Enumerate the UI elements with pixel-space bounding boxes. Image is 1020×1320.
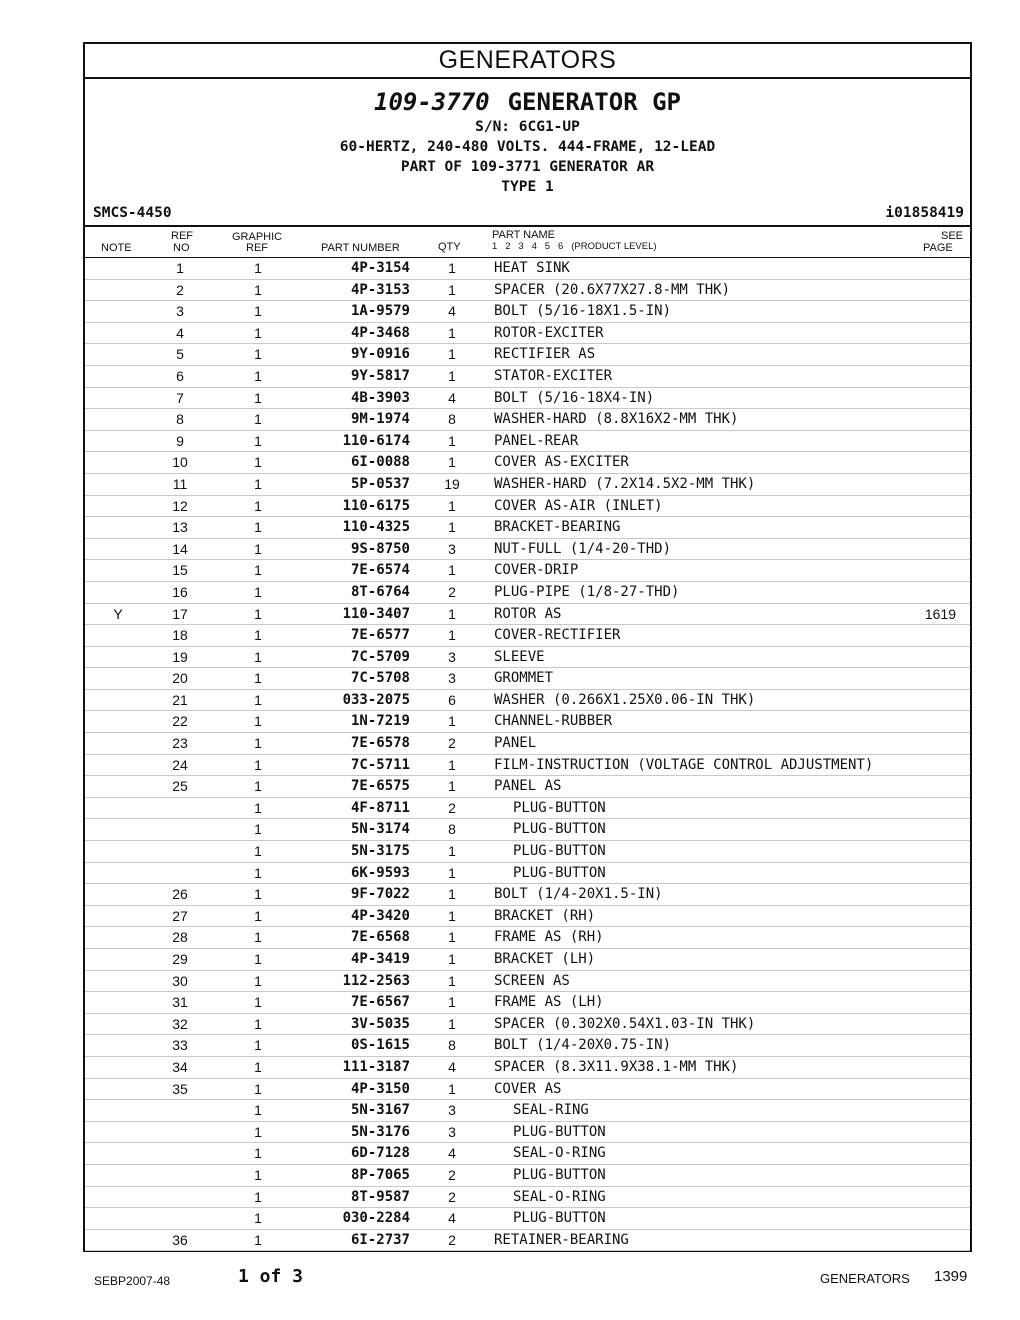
ref-no-cell: 19: [172, 648, 188, 665]
part-number-cell: 9Y-5817: [350, 367, 410, 384]
header-graphic-top: GRAPHIC: [232, 231, 283, 243]
graphic-ref-cell: 1: [254, 1015, 262, 1032]
ref-no-cell: 6: [176, 367, 184, 384]
footer-section: GENERATORS: [820, 1271, 910, 1286]
part-number-cell: 4P-3419: [350, 951, 410, 967]
qty-cell: 2: [448, 1166, 456, 1183]
qty-cell: 3: [448, 1123, 456, 1140]
ref-no-cell: 4: [176, 324, 184, 341]
ref-no-cell: 2: [176, 281, 184, 298]
part-name-cell: SEAL-O-RING: [513, 1188, 606, 1205]
graphic-ref-cell: 1: [254, 1188, 262, 1205]
table-row: [85, 258, 970, 280]
part-number-cell: 9Y-0916: [350, 346, 410, 363]
part-number-cell: 6D-7128: [350, 1145, 410, 1162]
part-number-cell: 9M-1974: [350, 411, 410, 428]
table-row: [85, 604, 970, 626]
table-row: [85, 431, 970, 453]
table-row: [85, 711, 970, 733]
part-number-cell: 7E-6578: [350, 735, 410, 752]
spec-line: 60-HERTZ, 240-480 VOLTS. 444-FRAME, 12-LEAD: [339, 139, 716, 155]
part-name-cell: COVER-DRIP: [494, 562, 579, 579]
graphic-ref-cell: 1: [254, 735, 262, 752]
graphic-ref-cell: 1: [254, 411, 262, 428]
qty-cell: 1: [448, 260, 456, 276]
graphic-ref-cell: 1: [254, 691, 262, 708]
ref-no-cell: 12: [172, 497, 188, 514]
part-number-cell: 7C-5711: [350, 756, 410, 773]
smcs-row: [85, 203, 970, 225]
part-name-cell: WASHER-HARD (8.8X16X2-MM THK): [494, 411, 739, 428]
graphic-ref-cell: 1: [254, 907, 262, 924]
part-number-cell: 110-4325: [342, 519, 410, 536]
part-name-cell: SEAL-O-RING: [513, 1145, 606, 1162]
part-number-cell: 5N-3167: [350, 1102, 410, 1119]
ref-no-cell: 21: [172, 691, 188, 708]
graphic-ref-cell: 1: [254, 475, 262, 492]
page-footer: [0, 1266, 1020, 1292]
graphic-ref-cell: 1: [254, 994, 262, 1011]
ref-no-cell: 22: [172, 713, 188, 730]
graphic-ref-cell: 1: [254, 627, 262, 644]
graphic-ref-cell: 1: [254, 389, 262, 406]
table-row: [85, 409, 970, 431]
part-number-cell: 6K-9593: [350, 864, 410, 881]
part-number-cell: 1N-7219: [350, 713, 410, 730]
part-name-cell: COVER AS-EXCITER: [494, 454, 629, 471]
graphic-ref-cell: 1: [254, 886, 262, 903]
table-row: [85, 1100, 970, 1122]
qty-cell: 1: [448, 281, 456, 298]
table-row: [85, 927, 970, 949]
ref-no-cell: 36: [172, 1231, 188, 1248]
parts-page-frame: [83, 42, 972, 1252]
qty-cell: 4: [448, 1058, 456, 1075]
qty-cell: 19: [444, 475, 460, 492]
part-number-cell: 7E-6575: [350, 778, 410, 795]
part-name-cell: BOLT (1/4-20X0.75-IN): [494, 1037, 672, 1054]
qty-cell: 1: [448, 497, 456, 514]
graphic-ref-cell: 1: [254, 799, 262, 816]
ref-no-cell: 30: [172, 972, 188, 989]
ref-no-cell: 34: [172, 1058, 188, 1075]
table-row: [85, 323, 970, 345]
qty-cell: 4: [448, 1210, 456, 1227]
ref-no-cell: 11: [172, 475, 188, 492]
table-row: [85, 776, 970, 798]
part-number-cell: 5N-3175: [350, 843, 410, 860]
graphic-ref-cell: 1: [254, 821, 262, 838]
part-number-cell: 111-3187: [342, 1058, 410, 1075]
ref-no-cell: 7: [176, 389, 184, 406]
qty-cell: 8: [448, 1037, 456, 1054]
graphic-ref-cell: 1: [254, 864, 262, 881]
qty-cell: 4: [448, 303, 456, 320]
graphic-ref-cell: 1: [254, 432, 262, 449]
table-row: [85, 301, 970, 323]
graphic-ref-cell: 1: [254, 519, 262, 536]
table-row: [85, 474, 970, 496]
title-block: [85, 87, 970, 197]
graphic-ref-cell: 1: [254, 1102, 262, 1119]
ref-no-cell: 1: [176, 260, 184, 276]
table-row: [85, 906, 970, 928]
table-row: [85, 560, 970, 582]
part-number-cell: 110-6174: [342, 432, 410, 449]
qty-cell: 6: [448, 691, 456, 708]
part-number-cell: 6I-2737: [350, 1231, 410, 1248]
part-of-line: PART OF 109-3771 GENERATOR AR: [400, 159, 655, 175]
part-number-cell: 7E-6574: [350, 562, 410, 579]
graphic-ref-cell: 1: [254, 1145, 262, 1162]
part-number-cell: 7E-6567: [350, 994, 410, 1011]
ref-no-cell: 25: [172, 778, 188, 795]
page-title: [85, 87, 970, 117]
qty-cell: 2: [448, 583, 456, 600]
part-name-cell: ROTOR-EXCITER: [494, 324, 604, 341]
ref-no-cell: 14: [172, 540, 188, 557]
part-number-cell: 4P-3153: [350, 281, 410, 298]
graphic-ref-cell: 1: [254, 713, 262, 730]
part-number-cell: 4P-3420: [350, 907, 410, 924]
part-number-cell: 9F-7022: [350, 886, 410, 903]
see-page-cell: 1619: [924, 605, 956, 622]
table-row: [85, 1208, 970, 1230]
title-part-number: 109-3770: [374, 88, 490, 116]
qty-cell: 3: [448, 648, 456, 665]
table-row: [85, 1187, 970, 1209]
ref-no-cell: 27: [172, 907, 188, 924]
part-number-cell: 1A-9579: [350, 303, 410, 320]
part-name-cell: FRAME AS (LH): [494, 994, 604, 1011]
table-row: [85, 971, 970, 993]
graphic-ref-cell: 1: [254, 648, 262, 665]
part-name-cell: PANEL-REAR: [494, 432, 579, 449]
qty-cell: 1: [448, 605, 456, 622]
table-row: [85, 841, 970, 863]
graphic-ref-cell: 1: [254, 1166, 262, 1183]
serial-number-line: S/N: 6CG1-UP: [475, 119, 580, 135]
table-header: [85, 225, 970, 258]
graphic-ref-cell: 1: [254, 324, 262, 341]
graphic-ref-cell: 1: [254, 346, 262, 363]
qty-cell: 2: [448, 735, 456, 752]
part-name-cell: PLUG-BUTTON: [513, 843, 606, 860]
part-number-cell: 4P-3150: [350, 1080, 410, 1097]
footer-page-of: 1 of 3: [238, 1266, 304, 1287]
qty-cell: 4: [448, 389, 456, 406]
qty-cell: 1: [448, 778, 456, 795]
part-name-cell: WASHER (0.266X1.25X0.06-IN THK): [494, 691, 756, 708]
graphic-ref-cell: 1: [254, 951, 262, 967]
ref-no-cell: 9: [176, 432, 184, 449]
table-row: [85, 863, 970, 885]
table-row: [85, 582, 970, 604]
qty-cell: 1: [448, 454, 456, 471]
qty-cell: 2: [448, 799, 456, 816]
qty-cell: 4: [448, 1145, 456, 1162]
table-row: [85, 388, 970, 410]
graphic-ref-cell: 1: [254, 1037, 262, 1054]
title-name: GENERATOR GP: [507, 88, 681, 116]
part-name-cell: STATOR-EXCITER: [494, 367, 613, 384]
ref-no-cell: 31: [172, 994, 188, 1011]
graphic-ref-cell: 1: [254, 1210, 262, 1227]
qty-cell: 1: [448, 1080, 456, 1097]
type-line: TYPE 1: [501, 179, 554, 195]
table-row: [85, 668, 970, 690]
graphic-ref-cell: 1: [254, 303, 262, 320]
qty-cell: 1: [448, 756, 456, 773]
part-number-cell: 0S-1615: [350, 1037, 410, 1054]
qty-cell: 3: [448, 540, 456, 557]
part-name-cell: ROTOR AS: [494, 605, 562, 622]
header-ref-bottom: NO: [173, 242, 190, 254]
part-number-cell: 4P-3154: [350, 260, 410, 276]
ref-no-cell: 23: [172, 735, 188, 752]
footer-page-number: 1399: [934, 1268, 968, 1285]
ref-no-cell: 32: [172, 1015, 188, 1032]
ref-no-cell: 8: [176, 411, 184, 428]
graphic-ref-cell: 1: [254, 1231, 262, 1248]
part-name-cell: BRACKET (RH): [494, 907, 596, 924]
qty-cell: 1: [448, 432, 456, 449]
illustration-id: i01858419: [885, 205, 964, 221]
graphic-ref-cell: 1: [254, 1123, 262, 1140]
qty-cell: 8: [448, 821, 456, 838]
part-name-cell: COVER AS-AIR (INLET): [494, 497, 663, 514]
part-number-cell: 5N-3176: [350, 1123, 410, 1140]
ref-no-cell: 15: [172, 562, 188, 579]
part-number-cell: 110-3407: [342, 605, 410, 622]
graphic-ref-cell: 1: [254, 756, 262, 773]
table-row: [85, 280, 970, 302]
table-row: [85, 1079, 970, 1101]
part-name-cell: PANEL: [494, 735, 537, 752]
header-ref-top: REF: [171, 230, 193, 242]
part-name-cell: BRACKET-BEARING: [494, 519, 621, 536]
part-name-cell: PLUG-BUTTON: [513, 799, 606, 816]
qty-cell: 1: [448, 627, 456, 644]
graphic-ref-cell: 1: [254, 843, 262, 860]
table-row: [85, 1057, 970, 1079]
table-row: [85, 755, 970, 777]
part-name-cell: PLUG-BUTTON: [513, 821, 606, 838]
graphic-ref-cell: 1: [254, 1058, 262, 1075]
parts-table-body: [85, 258, 970, 1251]
ref-no-cell: 17: [172, 605, 188, 622]
part-name-cell: PLUG-BUTTON: [513, 1123, 606, 1140]
part-number-cell: 030-2284: [342, 1210, 410, 1227]
graphic-ref-cell: 1: [254, 929, 262, 946]
qty-cell: 1: [448, 972, 456, 989]
header-product-level: 1 2 3 4 5 6 (PRODUCT LEVEL): [492, 241, 657, 252]
part-name-cell: PLUG-BUTTON: [513, 1166, 606, 1183]
ref-no-cell: 33: [172, 1037, 188, 1054]
part-number-cell: 6I-0088: [350, 454, 410, 471]
part-name-cell: PLUG-PIPE (1/8-27-THD): [494, 583, 680, 600]
part-number-cell: 9S-8750: [350, 540, 410, 557]
ref-no-cell: 20: [172, 670, 188, 687]
qty-cell: 1: [448, 1015, 456, 1032]
part-name-cell: SPACER (20.6X77X27.8-MM THK): [494, 281, 731, 298]
graphic-ref-cell: 1: [254, 605, 262, 622]
part-number-cell: 4B-3903: [350, 389, 410, 406]
part-name-cell: BOLT (1/4-20X1.5-IN): [494, 886, 663, 903]
qty-cell: 2: [448, 1231, 456, 1248]
qty-cell: 1: [448, 951, 456, 967]
part-name-cell: PLUG-BUTTON: [513, 864, 606, 881]
table-row: [85, 798, 970, 820]
qty-cell: 1: [448, 907, 456, 924]
qty-cell: 1: [448, 367, 456, 384]
table-row: [85, 884, 970, 906]
part-number-cell: 4P-3468: [350, 324, 410, 341]
part-number-cell: 5P-0537: [350, 475, 410, 492]
table-row: [85, 992, 970, 1014]
note-cell: Y: [113, 605, 123, 622]
part-number-cell: 4F-8711: [350, 799, 410, 816]
qty-cell: 1: [448, 713, 456, 730]
part-name-cell: WASHER-HARD (7.2X14.5X2-MM THK): [494, 475, 756, 492]
table-row: [85, 625, 970, 647]
qty-cell: 1: [448, 346, 456, 363]
graphic-ref-cell: 1: [254, 260, 262, 276]
qty-cell: 1: [448, 864, 456, 881]
table-row: [85, 1014, 970, 1036]
table-row: [85, 1122, 970, 1144]
qty-cell: 1: [448, 843, 456, 860]
part-name-cell: SEAL-RING: [513, 1102, 589, 1119]
part-name-cell: FILM-INSTRUCTION (VOLTAGE CONTROL ADJUSTMENT): [494, 756, 874, 773]
table-row: [85, 496, 970, 518]
header-see-bottom: PAGE: [923, 242, 953, 254]
table-row: [85, 733, 970, 755]
table-row: [85, 1143, 970, 1165]
part-name-cell: SPACER (8.3X11.9X38.1-MM THK): [494, 1058, 739, 1075]
part-name-cell: COVER-RECTIFIER: [494, 627, 621, 644]
ref-no-cell: 13: [172, 519, 188, 536]
table-row: [85, 949, 970, 971]
header-part-number: PART NUMBER: [321, 242, 400, 254]
ref-no-cell: 26: [172, 886, 188, 903]
part-name-cell: SCREEN AS: [494, 972, 570, 989]
graphic-ref-cell: 1: [254, 540, 262, 557]
qty-cell: 1: [448, 886, 456, 903]
part-name-cell: SLEEVE: [494, 648, 545, 665]
graphic-ref-cell: 1: [254, 670, 262, 687]
smcs-code: SMCS-4450: [93, 205, 172, 221]
qty-cell: 2: [448, 1188, 456, 1205]
part-name-cell: PLUG-BUTTON: [513, 1210, 606, 1227]
ref-no-cell: 24: [172, 756, 188, 773]
qty-cell: 1: [448, 519, 456, 536]
part-number-cell: 7C-5709: [350, 648, 410, 665]
qty-cell: 3: [448, 1102, 456, 1119]
part-name-cell: BRACKET (LH): [494, 951, 596, 967]
ref-no-cell: 16: [172, 583, 188, 600]
part-number-cell: 110-6175: [342, 497, 410, 514]
part-number-cell: 3V-5035: [350, 1015, 410, 1032]
ref-no-cell: 29: [172, 951, 188, 967]
part-number-cell: 8P-7065: [350, 1166, 410, 1183]
table-row: [85, 1230, 970, 1252]
part-name-cell: NUT-FULL (1/4-20-THD): [494, 540, 672, 557]
section-banner: GENERATORS: [85, 44, 970, 79]
header-graphic-bottom: REF: [246, 242, 268, 254]
graphic-ref-cell: 1: [254, 367, 262, 384]
graphic-ref-cell: 1: [254, 454, 262, 471]
graphic-ref-cell: 1: [254, 972, 262, 989]
table-row: [85, 366, 970, 388]
ref-no-cell: 35: [172, 1080, 188, 1097]
table-row: [85, 539, 970, 561]
header-note: NOTE: [101, 242, 132, 254]
part-number-cell: 8T-6764: [350, 583, 410, 600]
part-number-cell: 5N-3174: [350, 821, 410, 838]
part-name-cell: COVER AS: [494, 1080, 562, 1097]
part-name-cell: CHANNEL-RUBBER: [494, 713, 613, 730]
header-see-top: SEE: [941, 230, 964, 242]
footer-doc-number: SEBP2007-48: [94, 1274, 171, 1288]
table-row: [85, 1035, 970, 1057]
qty-cell: 1: [448, 994, 456, 1011]
part-name-cell: BOLT (5/16-18X1.5-IN): [494, 303, 672, 320]
part-number-cell: 8T-9587: [350, 1188, 410, 1205]
qty-cell: 1: [448, 929, 456, 946]
table-row: [85, 452, 970, 474]
table-row: [85, 819, 970, 841]
ref-no-cell: 3: [176, 303, 184, 320]
table-row: [85, 690, 970, 712]
graphic-ref-cell: 1: [254, 778, 262, 795]
qty-cell: 3: [448, 670, 456, 687]
qty-cell: 1: [448, 562, 456, 579]
ref-no-cell: 5: [176, 346, 184, 363]
header-part-name: PART NAME: [492, 229, 555, 241]
table-row: [85, 517, 970, 539]
ref-no-cell: 18: [172, 627, 188, 644]
part-number-cell: 7C-5708: [350, 670, 410, 687]
part-name-cell: BOLT (5/16-18X4-IN): [494, 389, 655, 406]
part-name-cell: FRAME AS (RH): [494, 929, 604, 946]
ref-no-cell: 28: [172, 929, 188, 946]
part-name-cell: PANEL AS: [494, 778, 562, 795]
table-row: [85, 344, 970, 366]
part-name-cell: GROMMET: [494, 670, 554, 687]
graphic-ref-cell: 1: [254, 583, 262, 600]
part-number-cell: 7E-6577: [350, 627, 410, 644]
part-name-cell: RECTIFIER AS: [494, 346, 596, 363]
qty-cell: 8: [448, 411, 456, 428]
ref-no-cell: 10: [172, 454, 188, 471]
graphic-ref-cell: 1: [254, 281, 262, 298]
part-name-cell: HEAT SINK: [494, 260, 570, 276]
graphic-ref-cell: 1: [254, 562, 262, 579]
graphic-ref-cell: 1: [254, 1080, 262, 1097]
table-row: [85, 1165, 970, 1187]
header-qty: QTY: [438, 241, 461, 253]
part-number-cell: 7E-6568: [350, 929, 410, 946]
graphic-ref-cell: 1: [254, 497, 262, 514]
table-row: [85, 647, 970, 669]
part-name-cell: SPACER (0.302X0.54X1.03-IN THK): [494, 1015, 756, 1032]
part-number-cell: 112-2563: [342, 972, 410, 989]
part-number-cell: 033-2075: [342, 691, 410, 708]
part-name-cell: RETAINER-BEARING: [494, 1231, 629, 1248]
qty-cell: 1: [448, 324, 456, 341]
